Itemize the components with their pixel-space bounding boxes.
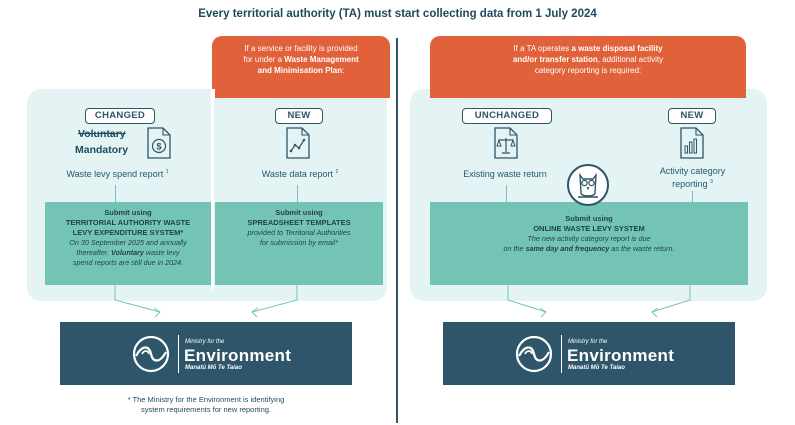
- mfe-logo-left: [60, 322, 352, 385]
- activity-category-line2: reporting: [672, 179, 708, 189]
- note-3: 3: [710, 179, 713, 185]
- right-condition-line2-suffix: , additional activity: [597, 55, 664, 64]
- right-condition-line2-bold: and/or transfer station: [512, 55, 598, 64]
- right-submit-heading: Submit using: [565, 214, 613, 223]
- left-col1-detail2-bold: Voluntary: [111, 248, 144, 257]
- footnote: [60, 395, 352, 415]
- mfe-small-text: Ministry for the: [185, 339, 225, 345]
- changed-badge: CHANGED: [85, 108, 155, 124]
- existing-waste-return-label: Existing waste return: [463, 169, 547, 179]
- mfe-environment-text-right: Environment: [567, 346, 675, 365]
- waste-levy-spend-report-text: Waste levy spend report: [66, 169, 164, 179]
- mfe-maori-text: Manatū Mō Te Taiao: [185, 365, 242, 371]
- unchanged-badge: UNCHANGED: [462, 108, 552, 124]
- left-col1-detail2-suffix: waste levy: [143, 248, 180, 257]
- left-col1-detail2-prefix: thereafter.: [76, 248, 112, 257]
- right-system-line1: ONLINE WASTE LEVY SYSTEM: [533, 224, 645, 233]
- left-col1-submit-heading: Submit using: [104, 208, 152, 217]
- left-col2-submit-heading: Submit using: [275, 208, 323, 217]
- new-badge-right: NEW: [668, 108, 716, 124]
- footnote-line2: system requirements for new reporting.: [140, 405, 272, 414]
- left-col1-detail1: On 30 September 2025 and annually: [69, 238, 187, 247]
- mfe-separator: [178, 335, 179, 373]
- right-condition-line3: category reporting is required:: [534, 66, 642, 75]
- mfe-environment-text: Environment: [184, 346, 292, 365]
- left-col2-system-line1: SPREADSHEET TEMPLATES: [247, 218, 351, 227]
- left-col1-system-line2: LEVY EXPENDITURE SYSTEM*: [72, 228, 184, 237]
- waste-data-report-text: Waste data report: [261, 169, 333, 179]
- mfe-logo-right: [443, 322, 735, 385]
- note-2: 2: [335, 169, 339, 175]
- mfe-maori-text-right: Manatū Mō Te Taiao: [568, 365, 625, 371]
- activity-category-line1: Activity category: [659, 166, 726, 176]
- mfe-koru-icon: [132, 335, 170, 373]
- svg-text:$: $: [156, 141, 162, 152]
- page-title: Every territorial authority (TA) must start collecting data from 1 July 2024: [198, 8, 597, 20]
- right-condition-line1-bold: a waste disposal facility: [571, 44, 663, 53]
- footnote-line1: * The Ministry for the Environment is identifying: [127, 395, 285, 404]
- right-detail2-suffix: as the waste return.: [609, 244, 675, 253]
- left-col2-detail1: provided to Territorial Authorities: [247, 228, 351, 237]
- left-col1-system-line1: TERRITORIAL AUTHORITY WASTE: [65, 218, 191, 227]
- right-detail2-prefix: on the: [503, 244, 526, 253]
- mfe-koru-icon-right: [515, 335, 553, 373]
- right-detail2-bold: same day and frequency: [525, 244, 610, 253]
- left-condition-line1: If a service or facility is provided: [244, 44, 358, 53]
- note-1: 1: [165, 169, 169, 175]
- left-col1-detail3: spend reports are still due in 2024.: [72, 258, 184, 267]
- new-badge-left: NEW: [275, 108, 323, 124]
- mfe-small-text-right: Ministry for the: [568, 339, 608, 345]
- mandatory-label: Mandatory: [75, 144, 129, 156]
- left-condition-line2-bold: Waste Management: [284, 55, 359, 64]
- mfe-separator-right: [561, 335, 562, 373]
- left-condition-line3: and Minimisation Plan: [257, 66, 343, 75]
- left-condition-line2-prefix: for under a: [243, 55, 285, 64]
- right-condition-line1-prefix: If a TA operates: [513, 44, 572, 53]
- left-col2-detail2: for submission by email*: [260, 238, 338, 247]
- voluntary-strikethrough: Voluntary: [78, 128, 126, 140]
- left-condition-line3-suffix: :: [342, 66, 345, 75]
- right-detail1: The new activity category report is due: [527, 234, 651, 243]
